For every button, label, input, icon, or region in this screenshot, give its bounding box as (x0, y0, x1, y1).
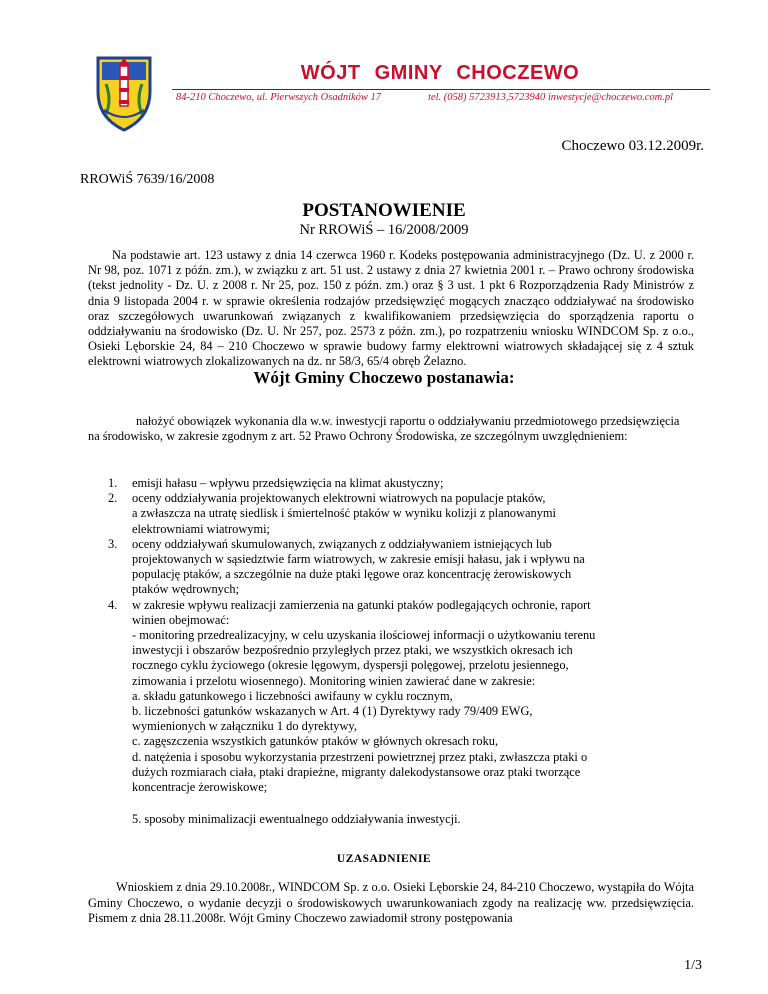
justification-paragraph (88, 880, 694, 927)
decision-lead-text: nałożyć obowiązek wykonania dla w.w. inwestycji raportu o oddziaływaniu przedmiotowego przedsięwzięcia na środowisko, w zakresie zgodnym z art. 52 Prawo Ochrony Środowiska, ze szczególnym uwzględnieniem: (88, 414, 680, 444)
list-item-line: populację ptaków, a szczególnie na duże ptaki lęgowe oraz koncentrację żerowiskowych (132, 567, 572, 582)
list-item (108, 537, 698, 598)
list-item-line: oceny oddziaływania projektowanych elektrowni wiatrowych na populacje ptaków, (132, 491, 546, 506)
list-item-line: c. zagęszczenia wszystkich gatunków ptaków w głównych okresach roku, (132, 734, 499, 749)
list-item-line: d. natężenia i sposobu wykorzystania przestrzeni powietrznej przez ptaki, zwłaszcza ptaki o (132, 749, 588, 764)
list-item-line: w zakresie wpływu realizacji zamierzenia na gatunki ptaków podlegających ochronie, raport (132, 597, 591, 612)
reference-number: RROWiŚ 7639/16/2008 (80, 172, 215, 187)
list-item-line: elektrowniami wiatrowymi; (132, 521, 270, 536)
document-number: Nr RROWiŚ – 16/2008/2009 (299, 222, 469, 238)
document-date: Choczewo 03.12.2009r. (561, 138, 704, 154)
list-item-line: zimowania i przelotu wiosennego). Monitoring winien zawierać dane w zakresie: (132, 673, 536, 688)
letterhead-address: 84-210 Choczewo, ul. Pierwszych Osadników 17 (176, 92, 382, 103)
decision-heading: Wójt Gminy Choczewo postanawia: (253, 368, 515, 387)
requirements-list (108, 476, 698, 795)
list-item-line: - monitoring przedrealizacyjny, w celu uzyskania ilościowej informacji o użytkowaniu terenu (132, 628, 596, 643)
list-item (108, 598, 698, 796)
list-item-number: 1. (108, 476, 118, 490)
list-item-line: emisji hałasu – wpływu przedsięwzięcia na klimat akustyczny; (132, 476, 444, 490)
list-item (108, 491, 698, 537)
list-item-line: ptaków wędrownych; (132, 582, 240, 597)
decision-lead-paragraph (88, 414, 694, 444)
document-title: POSTANOWIENIE (302, 200, 466, 221)
justification-text: Wnioskiem z dnia 29.10.2008r., WINDCOM Sp. z o.o. Osieki Lęborskie 24, 84-210 Choczewo, wystąpiła do Wójta Gminy Choczewo, o wydanie decyzji o środowiskowych uwarunkowaniach zgody na realizację ww. przedsięwzięcia. Pismem z dnia 28.11.2008r. Wójt Gminy Choczewo zawiadomił strony postępowania (88, 880, 694, 925)
list-item-line: inwestycji i obszarów bezpośrednio przyległych przez ptaki, we wszystkich okresach ich (132, 643, 573, 658)
list-item-number: 4. (108, 597, 118, 612)
list-item-number: 2. (108, 491, 118, 506)
list-item-line: koncentracje żerowiskowe; (132, 780, 268, 795)
list-item-number: 3. (108, 536, 118, 551)
list-item-line: b. liczebności gatunków wskazanych w Art. 4 (1) Dyrektywy rady 79/409 EWG, (132, 704, 533, 719)
letterhead-contact: tel. (058) 5723913,5723940 inwestycje@choczewo.com.pl (428, 92, 673, 103)
list-item-line: dużych rozmiarach ciała, ptaki drapieżne, migranty dalekodystansowe oraz ptaki tworzące (132, 764, 581, 779)
list-item-line: rocznego cyklu życiowego (okresie lęgowym, dyspersji polęgowej, przelotu jesiennego, (132, 658, 569, 673)
letterhead-title: WÓJT GMINY CHOCZEWO (300, 62, 580, 84)
legal-basis-paragraph (88, 248, 694, 370)
list-item-line: winien obejmować: (132, 612, 230, 627)
requirement-5: 5. sposoby minimalizacji ewentualnego oddziaływania inwestycji. (132, 812, 461, 826)
list-item-line: oceny oddziaływań skumulowanych, związanych z oddziaływaniem istniejących lub (132, 536, 552, 551)
legal-basis-text: Na podstawie art. 123 ustawy z dnia 14 czerwca 1960 r. Kodeks postępowania administracyjnego (Dz. U. z 2000 r. Nr 98, poz. 1071 z późn. zm.), w związku z art. 51 ust. 2 ustawy z dnia 27 kwietnia 2001 r. – Prawo ochrony środowiska (tekst jednolity - Dz. U. z 2008 r. Nr 25, poz. 150 z późn. zm.) oraz § 3 ust. 1 pkt 6 Rozporządzenia Rady Ministrów z dnia 9 listopada 2004 r. w sprawie określenia rodzajów przedsięwzięć mogących znacząco oddziaływać na środowisko oraz szczegółowych uwarunkowań związanych z kwalifikowaniem przedsięwzięcia do sporządzenia raportu o oddziaływaniu na środowisko (Dz. U. Nr 257, poz. 2573 z późn. zm.), po rozpatrzeniu wniosku WINDCOM Sp. z o.o., Osieki Lęborskie 24, 84 – 210 Choczewo w sprawie budowy farmy elektrowni wiatrowych składającej się z 4 sztuk elektrowni wiatrowych zlokalizowanych na dz. nr 58/3, 65/4 obręb Żelazno. (88, 248, 694, 369)
coat-of-arms-icon (92, 52, 156, 132)
justification-heading: UZASADNIENIE (336, 853, 432, 865)
letterhead-divider (172, 89, 710, 90)
list-item (108, 476, 698, 491)
list-item-line: wymienionych w załączniku 1 do dyrektywy, (132, 719, 357, 734)
list-item-line: a. składu gatunkowego i liczebności awifauny w cyklu rocznym, (132, 688, 453, 703)
page-number: 1/3 (684, 958, 702, 973)
list-item-line: a zwłaszcza na utratę siedlisk i śmiertelność ptaków w wyniku kolizji z planowanymi (132, 506, 556, 521)
list-item-line: projektowanych w sąsiedztwie farm wiatrowych, w zakresie emisji hałasu, jak i wpływu na (132, 552, 585, 567)
